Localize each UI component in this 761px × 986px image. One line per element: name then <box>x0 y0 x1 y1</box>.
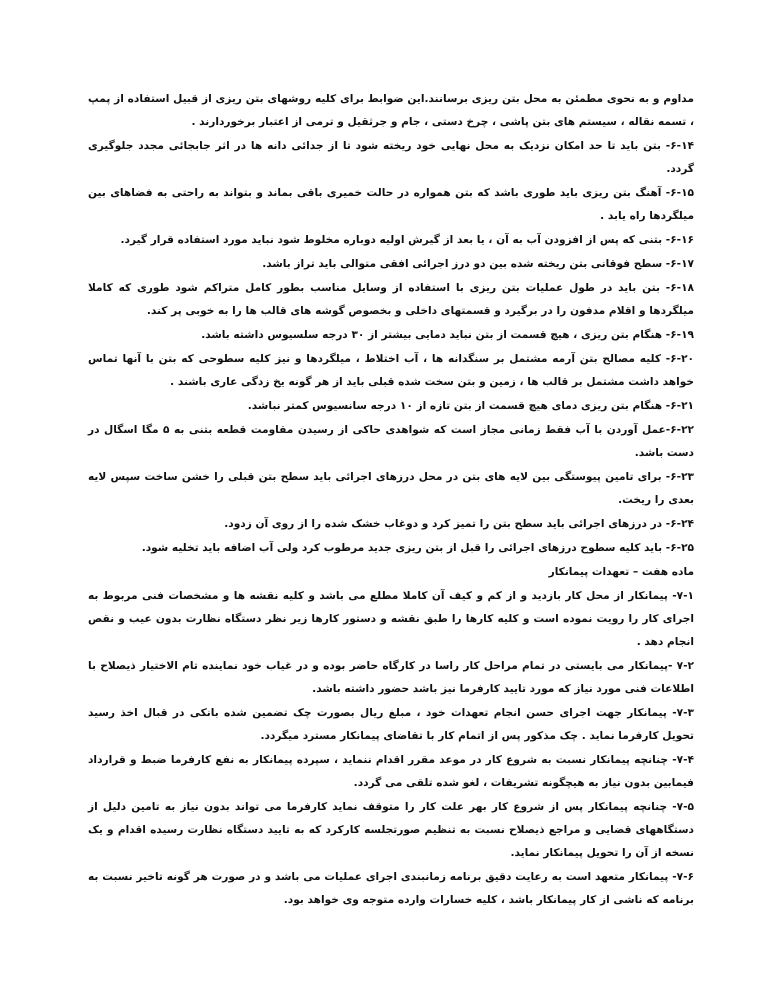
paragraph-7-5: ۷-۵- چنانچه پیمانکار پس از شروع کار بهر علت کار را متوقف نماید کارفرما می تواند بدون نیاز به تامین دلیل از دستگاههای قضایی و مراجع ذیصلاح نسبت به تنظیم صورتجلسه کارکرد که به تایید دستگاه نظارت رسیده اقدام و یک نسخه از آن را تحویل پیمانکار نماید. <box>88 801 694 859</box>
paragraph-6-17: ۶-۱۷- سطح فوقانی بتن ریخته شده بین دو درز اجرائی افقی متوالی باید تراز باشد. <box>262 258 694 270</box>
paragraph-6-19: ۶-۱۹- هنگام بتن ریزی ، هیچ قسمت از بتن نباید دمایی بیشتر از ۳۰ درجه سلسیوس داشته باشد. <box>201 329 694 341</box>
paragraph-7-6: ۷-۶- پیمانکار متعهد است به رعایت دقیق برنامه زمانبندی اجرای عملیات می باشد و در صورت هر گونه تاخیر نسبت به برنامه که ناشی از کار پیمانکار باشد ، کلیه خسارات وارده متوجه وی خواهد بود. <box>88 871 694 906</box>
paragraph-6-20: ۶-۲۰- کلیه مصالح بتن آرمه مشتمل بر سنگدانه ها ، آب اختلاط ، میلگردها و نیز کلیه سطوحی که بتن با آنها تماس خواهد داشت مشتمل بر قالب ها ، زمین و بتن سخت شده قبلی باید از هر گونه یخ زدگی عاری باشند . <box>88 353 694 388</box>
paragraph-6-23: ۶-۲۳- برای تامین پیوستگی بین لایه های بتن در محل درزهای اجرائی باید سطح بتن قبلی را خشن ساخت سپس لایه بعدی را ریخت. <box>88 471 694 506</box>
paragraph-7-3: ۷-۳- پیمانکار جهت اجرای حسن انجام تعهدات خود ، مبلغ ریال بصورت چک تضمین شده بانکی در قبال اخذ رسید تحویل کارفرما نماید . چک مذکور پس از اتمام کار با تقاضای پیمانکار مسترد میگردد. <box>88 707 694 742</box>
paragraph-7-1: ۷-۱- پیمانکار از محل کار بازدید و از کم و کیف آن کاملا مطلع می باشد و کلیه نقشه ها و مشخصات فنی مربوط به اجرای کار را رویت نموده است و کلیه کارها را طبق نقشه و دستور کارها زیر نظر دستگاه نظارت بدون عیب و نقص انجام دهد . <box>88 590 694 648</box>
paragraph-continuation: مداوم و به نحوی مطمئن به محل بتن ریزی برسانند.این ضوابط برای کلیه روشهای بتن ریزی از قبیل استفاده از پمپ ، تسمه نقاله ، سیستم های بتن پاشی ، چرخ دستی ، جام و جرثقیل و ترمی از اعتبار برخوردارند . <box>88 93 694 128</box>
section-heading: ماده هفت – تعهدات پیمانکار <box>548 566 694 578</box>
paragraph-6-21: ۶-۲۱- هنگام بتن ریزی دمای هیچ قسمت از بتن تازه از ۱۰ درجه سانسیوس کمتر نباشد. <box>247 400 694 412</box>
paragraph-6-18: ۶-۱۸- بتن باید در طول عملیات بتن ریزی با استفاده از وسایل مناسب بطور کامل متراکم شود طوری که کاملا میلگردها و اقلام مدفون را در برگیرد و قسمتهای داخلی و بخصوص گوشه های قالب ها را به خوبی پر کند. <box>88 282 694 317</box>
paragraph-7-4: ۷-۴- چنانچه پیمانکار نسبت به شروع کار در موعد مقرر اقدام ننماید ، سپرده پیمانکار به نفع کارفرما ضبط و قرارداد فیمابین بدون نیاز به هیچگونه تشریفات ، لغو شده تلقی می گردد. <box>88 754 694 789</box>
paragraph-6-16: ۶-۱۶- بتنی که پس از افزودن آب به آن ، یا بعد از گیرش اولیه دوباره مخلوط شود نباید مورد استفاده قرار گیرد. <box>120 234 694 246</box>
paragraph-6-22: ۶-۲۲-عمل آوردن با آب فقط زمانی مجاز است که شواهدی حاکی از رسیدن مقاومت قطعه بتنی به ۵ مگا اسگال در دست باشد. <box>88 424 694 459</box>
document-page <box>88 88 694 913</box>
paragraph-6-14: ۶-۱۴- بتن باید تا حد امکان نزدیک به محل نهایی خود ریخته شود تا از جدائی دانه ها در اثر جابجائی مجدد جلوگیری گردد. <box>88 140 694 175</box>
paragraph-7-2: ۷-۲ -پیمانکار می بایستی در تمام مراحل کار راسا در کارگاه حاضر بوده و در غیاب خود نماینده تام الاختیار ذیصلاح با اطلاعات فنی مورد نیاز که مورد تایید کارفرما نیز باشد حضور داشته باشد. <box>88 660 694 695</box>
paragraph-6-24: ۶-۲۴- در درزهای اجرائی باید سطح بتن را تمیز کرد و دوغاب خشک شده را از روی آن زدود. <box>224 518 694 530</box>
paragraph-6-15: ۶-۱۵- آهنگ بتن ریزی باید طوری باشد که بتن همواره در حالت خمیری باقی بماند و بتواند به راحتی به فضاهای بین میلگردها راه یابد . <box>88 187 694 222</box>
paragraph-6-25: ۶-۲۵- باید کلیه سطوح درزهای اجرائی را قبل از بتن ریزی جدید مرطوب کرد ولی آب اضافه باید تخلیه شود. <box>141 542 694 554</box>
